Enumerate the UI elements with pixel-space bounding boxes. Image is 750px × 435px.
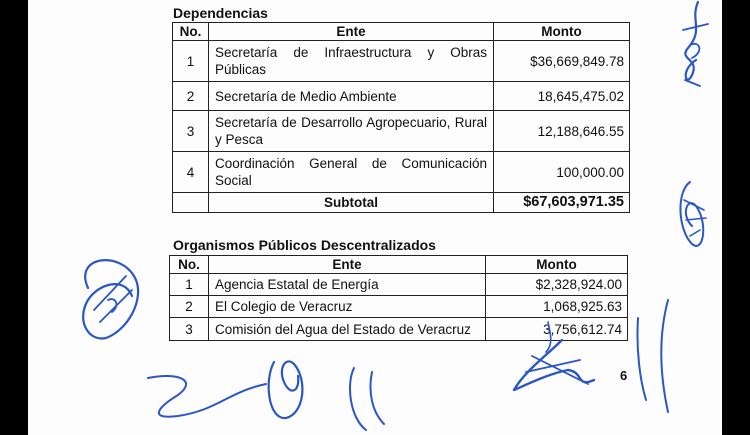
row-ente: Coordinación General de Comunicación Social	[209, 152, 494, 193]
signature-mid-right	[680, 182, 706, 246]
table-header-row	[170, 256, 628, 274]
document-page	[28, 0, 722, 435]
signature-left	[83, 260, 138, 338]
row-no: 1	[173, 41, 209, 82]
row-monto: $36,669,849.78	[494, 41, 630, 82]
row-ente: Secretaría de Medio Ambiente	[209, 82, 494, 111]
row-no: 2	[170, 296, 209, 318]
header-no: No.	[170, 256, 209, 274]
row-no: 1	[170, 274, 209, 296]
table-row	[173, 152, 630, 193]
signature-top-right	[683, 2, 708, 86]
row-monto: $2,328,924.00	[486, 274, 628, 296]
row-ente: El Colegio de Veracruz	[209, 296, 486, 318]
row-no: 3	[170, 318, 209, 341]
dependencias-title: Dependencias	[173, 5, 268, 21]
row-monto: 1,068,925.63	[486, 296, 628, 318]
table-row	[170, 274, 628, 296]
row-monto: 100,000.00	[494, 152, 630, 193]
table-row	[173, 111, 630, 152]
row-no: 2	[173, 82, 209, 111]
row-monto: 18,645,475.02	[494, 82, 630, 111]
opd-table	[169, 255, 628, 341]
row-monto: 3,756,612.74	[486, 318, 628, 341]
header-monto: Monto	[486, 256, 628, 274]
row-ente: Secretaría de Desarrollo Agropecuario, Rural y Pesca	[209, 111, 494, 152]
table-row	[170, 318, 628, 341]
dependencias-table	[172, 22, 630, 213]
table-header-row	[173, 23, 630, 41]
header-monto: Monto	[494, 23, 630, 41]
header-no: No.	[173, 23, 209, 41]
subtotal-value: $67,603,971.35	[494, 193, 630, 213]
subtotal-spacer	[173, 193, 209, 213]
row-monto: 12,188,646.55	[494, 111, 630, 152]
opd-title: Organismos Públicos Descentralizados	[173, 237, 436, 253]
header-ente: Ente	[209, 23, 494, 41]
row-ente: Comisión del Agua del Estado de Veracruz	[209, 318, 486, 341]
page-number: 6	[620, 368, 628, 383]
row-ente: Secretaría de Infraestructura y Obras Públicas	[209, 41, 494, 82]
header-ente: Ente	[209, 256, 486, 274]
row-no: 3	[173, 111, 209, 152]
table-row	[170, 296, 628, 318]
row-ente: Agencia Estatal de Energía	[209, 274, 486, 296]
subtotal-row	[173, 193, 630, 213]
table-row	[173, 82, 630, 111]
table-row	[173, 41, 630, 82]
row-no: 4	[173, 152, 209, 193]
subtotal-label: Subtotal	[209, 193, 494, 213]
